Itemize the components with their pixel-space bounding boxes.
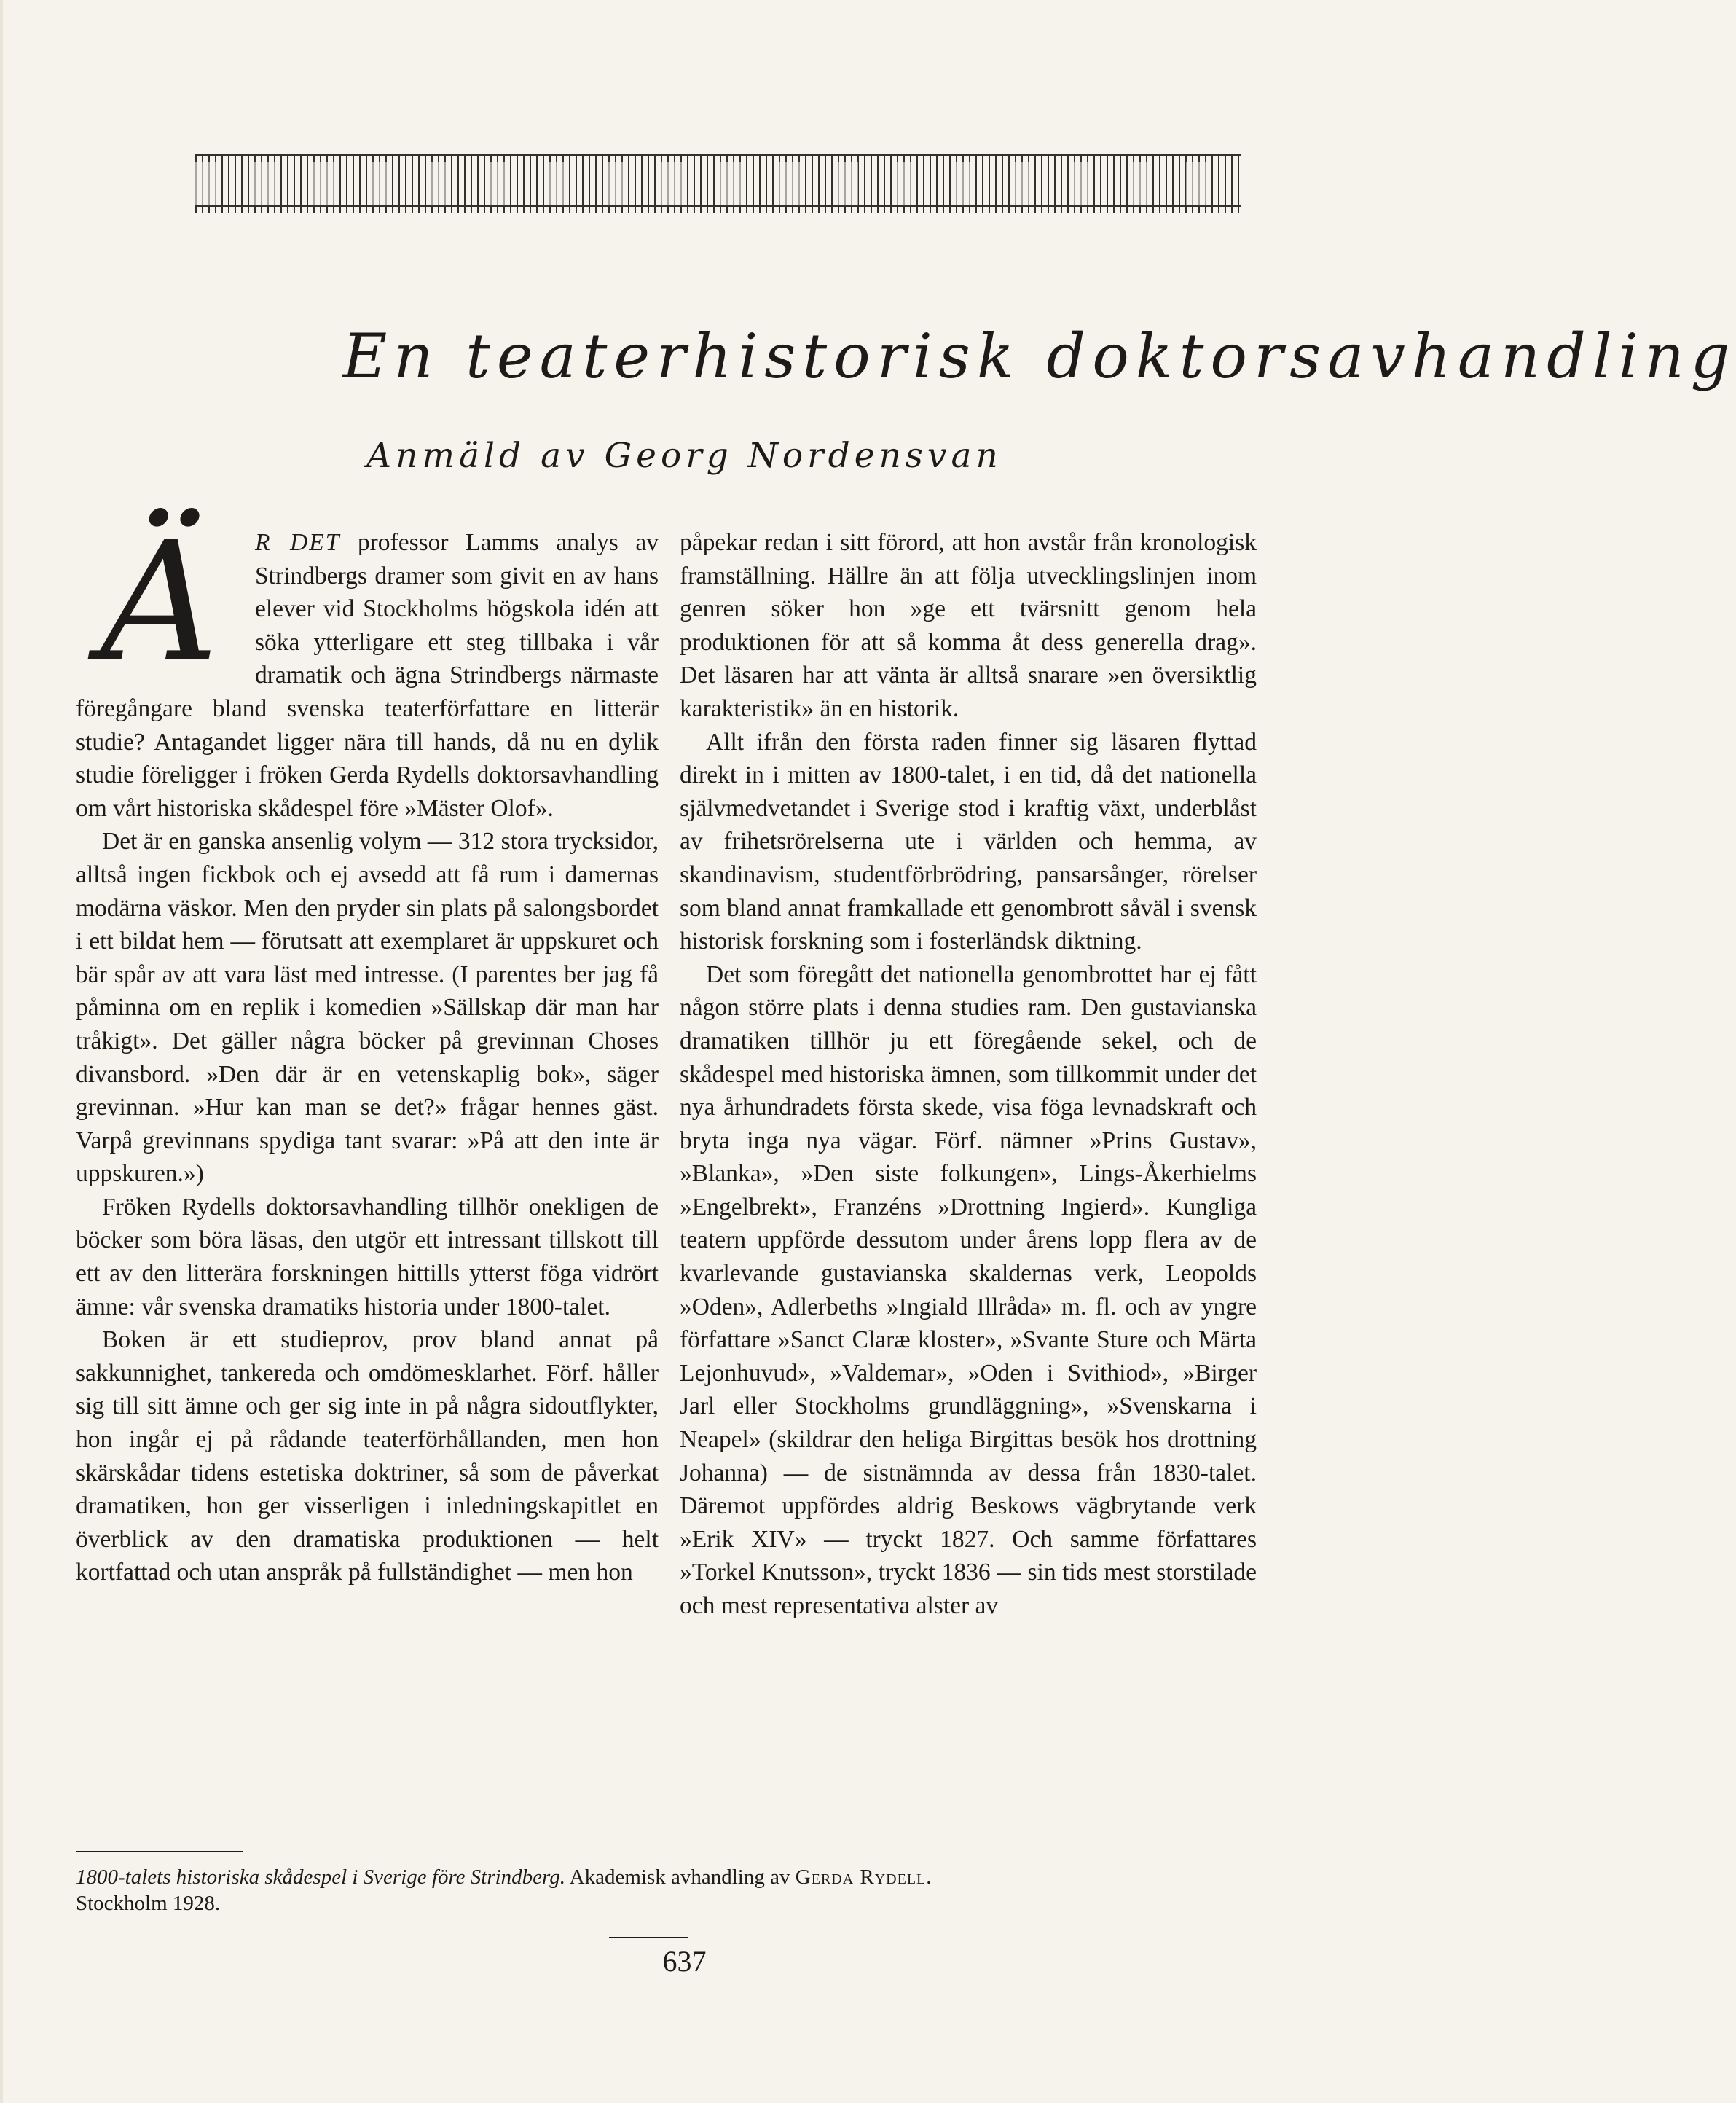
page-number: 637 [662, 1945, 707, 1978]
paragraph-2: Det är en ganska ansenlig volym — 312 stora trycksidor, alltså ingen fickbok och ej avsedd att få rum i damernas modärna väskor. Men den pryder sin plats på salongsbordet i ett bildat hem — förutsatt att exemplaret är uppskuret och bär spår av att vara läst med intresse. (I parentes ber jag få påminna om en replik i komedien »Sällskap där man har tråkigt». Det gäller några böcker på grevinnan Choses divansbord. »Den där är en vetenskaplig bok», säger grevinnan. »Hur kan man se det?» frågar hennes gäst. Varpå grevinnans spydiga tant svarar: »På att den inte är uppskuren.») [76, 828, 659, 1188]
article-byline: Anmäld av Georg Nordensvan [366, 436, 1002, 476]
paragraph-7: Det som föregått det nationella genombrottet har ej fått någon större plats i denna studies ram. Den gustavianska dramatiken tillhör ju ett föregående sekel, och de skådespel med historiska ämnen, som tillkommit under det nya århundradets första skede, visa föga levnadskraft och bryta inga nya vägar. Förf. nämner »Prins Gustav», »Blanka», »Den siste folkungen», Lings-Åkerhielms »Engelbrekt», Franzéns »Drottning Ingierd». Kungliga teatern uppförde dessutom under årens lopp flera av de kvarlevande gustavianska skaldernas verk, Leopolds »Oden», Adlerbeths »Ingiald Illråda» m. fl. och av yngre författare »Sanct Claræ kloster», »Svante Sture och Märta Lejonhuvud», »Valdemar», »Oden i Svithiod», »Birger Jarl eller Stockholms grundläggning», »Svenskarna i Neapel» (skildrar den heliga Birgittas besök hos drottning Johanna) — de sistnämnda av dessa från 1830-talet. Däremot uppfördes aldrig Beskows vägbrytande verk »Erik XIV» — tryckt 1827. Och samme författares »Torkel Knutsson», tryckt 1836 — sin tids mest storstilade och mest representativa alster av [680, 960, 1257, 1619]
paragraph-1-text: professor Lamms analys av Strindbergs dramer som givit en av hans elever vid Stockholms högskola idén att söka ytterligare ett steg tillbaka i vår dramatik och ägna Strindbergs närmaste föregångare bland svenska teaterförfattare en litterär studie? Antagandet ligger nära till hands, då nu en dylik studie föreligger i fröken Gerda Rydells doktorsavhandling om vårt historiska skådespel före »Mäster Olof». [76, 529, 659, 822]
right-column [680, 526, 1257, 1623]
footnote-book-title: 1800-talets historiska skådespel i Sverige före Strindberg. [76, 1865, 566, 1889]
paragraph-5: påpekar redan i sitt förord, att hon avstår från kronologisk framställning. Hällre än att följa utvecklingslinjen inom genren söker hon »ge ett tvärsnitt genom hela produktionen för att så komma åt dess generella drag». Det läsaren har att vänta är alltså snarare »en översiktlig karakteristik» än en historik. [680, 529, 1257, 722]
page-number-rule [609, 1937, 688, 1938]
drop-cap: Ä [100, 507, 219, 698]
paragraph-4: Boken är ett studieprov, prov bland annat på sakkunnighet, tankereda och omdömesklarhet. Förf. håller sig till sitt ämne och ger sig inte in på några sidoutflykter, hon ingår ej på rådande teaterförhållanden, men hon skärskådar tidens estetiska doktriner, så som de påverkat dramatiken, hon ger visserligen i inledningskapitlet en överblick av den dramatiska produktionen — helt kortfattad och utan anspråk på fullständighet — men hon [76, 1326, 659, 1586]
paragraph-1 [76, 507, 659, 825]
footnote-author: Gerda Rydell. [795, 1865, 932, 1889]
article-title: En teaterhistorisk doktorsavhandling [342, 321, 1736, 392]
footnote-line-2: Stockholm 1928. [76, 1892, 221, 1915]
footnote-rule [76, 1851, 243, 1852]
paragraph-3: Fröken Rydells doktorsavhandling tillhör onekligen de böcker som böra läsas, den utgör ett intressant tillskott till ett av den litterära forskningen hittills ytterst föga vidrört ämne: vår svenska dramatiks historia under 1800-talet. [76, 1193, 659, 1320]
footnote-line-1 [76, 1864, 1256, 1890]
footnote-text: Akademisk avhandling av [569, 1865, 790, 1889]
left-column [76, 507, 659, 1589]
footnote [76, 1864, 1256, 1916]
opening-lead: R DET [255, 529, 341, 556]
ornamental-header-border [195, 154, 1241, 213]
paragraph-6: Allt ifrån den första raden finner sig läsaren flyttad direkt in i mitten av 1800-talet, i en tid, då det nationella självmedvetandet i Sverige stod i kraftig växt, underblåst av frihetsrörelserna ute i världen och hemma, av skandinavism, studentförbrödring, pansarsånger, rörelser som bland annat framkallade ett genombrott såväl i svensk historisk forskning som i fosterländsk diktning. [680, 728, 1257, 955]
